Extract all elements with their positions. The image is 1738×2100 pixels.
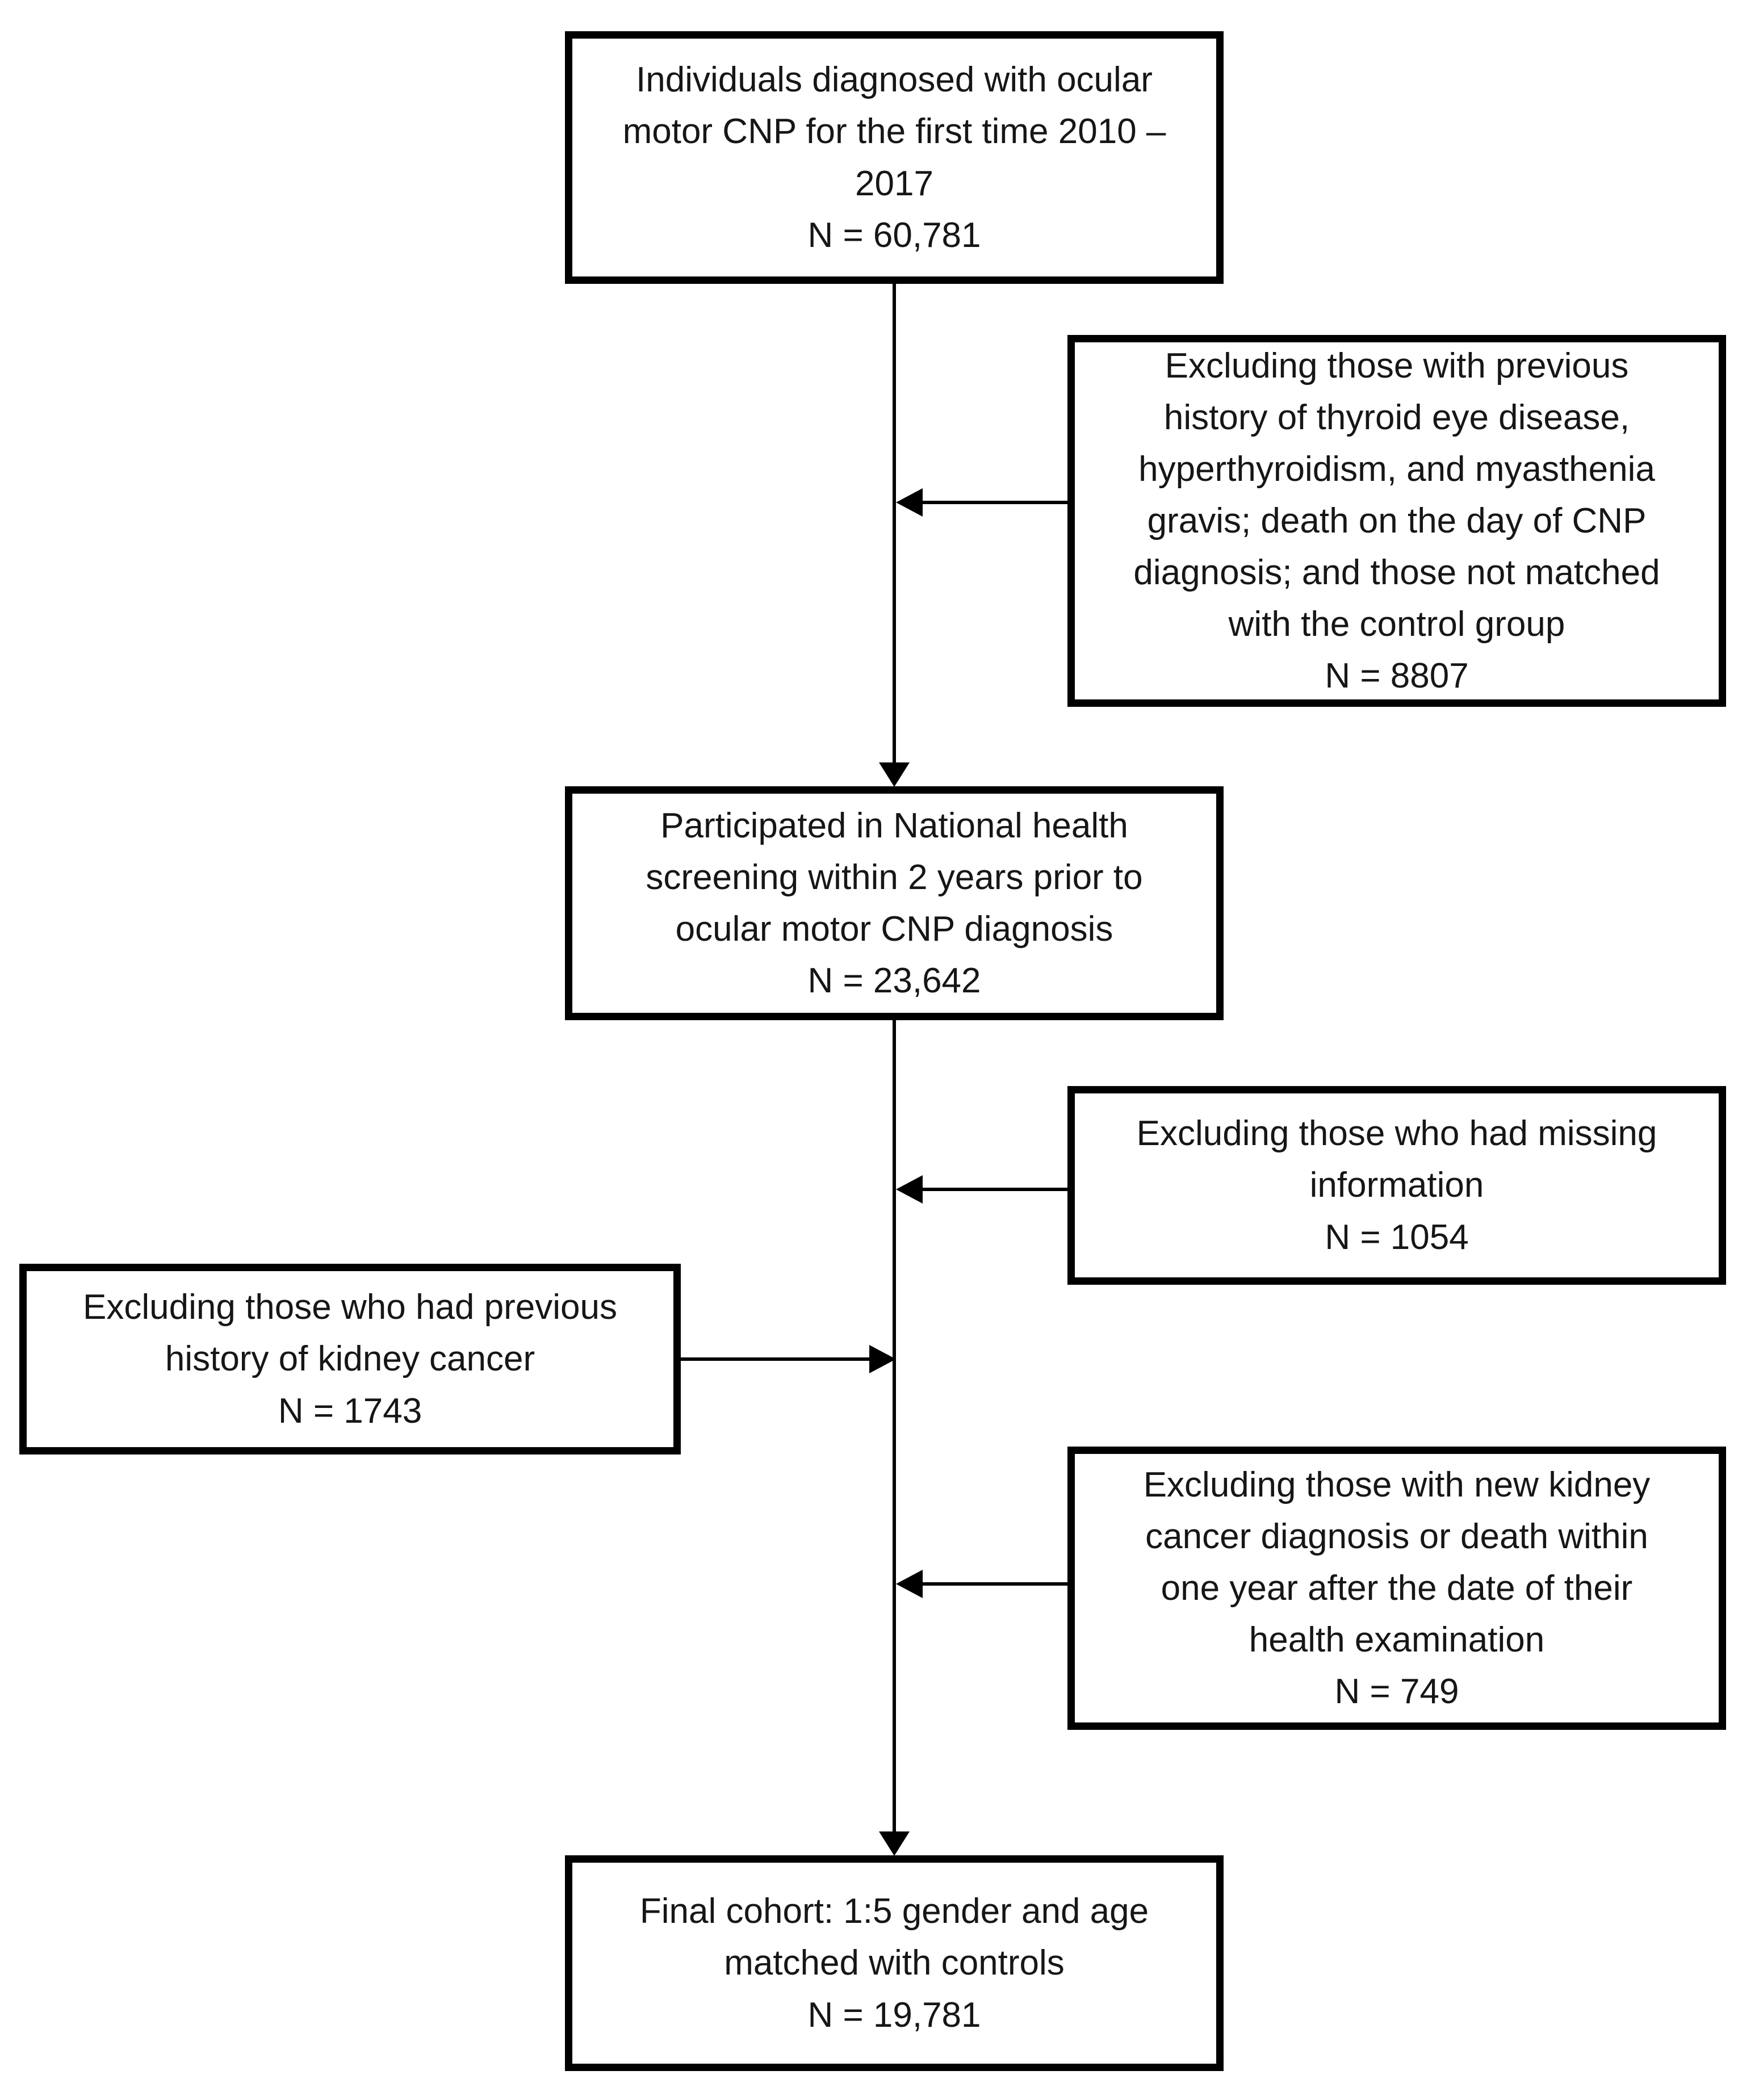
box-n-value: N = 1054 [1325,1217,1469,1257]
box-text-line: Individuals diagnosed with ocular [636,60,1153,100]
arrowhead-left-icon [896,1175,923,1204]
box-n-value: N = 60,781 [807,215,981,255]
connector-screening-to-final [893,1020,896,1832]
arrowhead-left-icon [896,488,923,517]
box-exclusion-thyroid-myasthenia [1067,335,1726,707]
arrowhead-down-icon [879,762,910,787]
box-text-line: screening within 2 years prior to [646,857,1143,897]
arrowhead-down-icon [879,1831,910,1856]
box-health-screening [565,786,1224,1020]
box-text-line: Excluding those who had previous [83,1288,617,1327]
box-text-line: one year after the date of their [1161,1568,1633,1608]
arrowhead-left-icon [896,1570,923,1598]
box-text-line: ocular motor CNP diagnosis [675,909,1113,949]
box-exclusion-missing-info [1067,1086,1726,1285]
box-text-line: Excluding those with new kidney [1143,1465,1651,1504]
box-text-line: hyperthyroidism, and myasthenia [1138,449,1655,489]
box-text-line: Excluding those with previous [1165,346,1629,385]
box-text-line: health examination [1249,1620,1545,1660]
box-text-line: history of thyroid eye disease, [1163,397,1630,437]
arrowhead-right-icon [869,1345,896,1373]
box-text-line: matched with controls [724,1943,1065,1983]
box-text-line: motor CNP for the first time 2010 – [622,112,1166,152]
box-n-value: N = 1743 [278,1391,422,1431]
box-text-line: information [1309,1166,1484,1205]
box-text-line: cancer diagnosis or death within [1145,1516,1648,1556]
box-exclusion-new-kidney-cancer-or-death [1067,1447,1726,1730]
box-text-line: Excluding those who had missing [1136,1114,1657,1154]
arrow-line-exclusion-missing-info [917,1188,1067,1191]
box-text-line: gravis; death on the day of CNP [1147,501,1647,540]
box-final-cohort [565,1855,1224,2071]
box-initial-cohort [565,31,1224,284]
box-text-line: Final cohort: 1:5 gender and age [639,1892,1149,1931]
box-n-value: N = 749 [1334,1672,1459,1712]
box-text-line: 2017 [855,164,933,203]
box-n-value: N = 23,642 [807,961,981,1001]
box-n-value: N = 19,781 [807,1995,981,2035]
arrow-line-exclusion-thyroid [917,501,1067,504]
box-text-line: diagnosis; and those not matched [1133,553,1660,593]
box-exclusion-kidney-cancer-history [19,1264,681,1455]
arrow-line-exclusion-new-kidney-cancer [917,1582,1067,1586]
box-text-line: Participated in National health [660,806,1128,845]
arrow-line-exclusion-kidney-history [681,1357,872,1361]
box-text-line: with the control group [1228,605,1565,644]
connector-initial-to-screening [893,284,896,764]
box-n-value: N = 8807 [1325,656,1469,696]
box-text-line: history of kidney cancer [165,1339,535,1379]
